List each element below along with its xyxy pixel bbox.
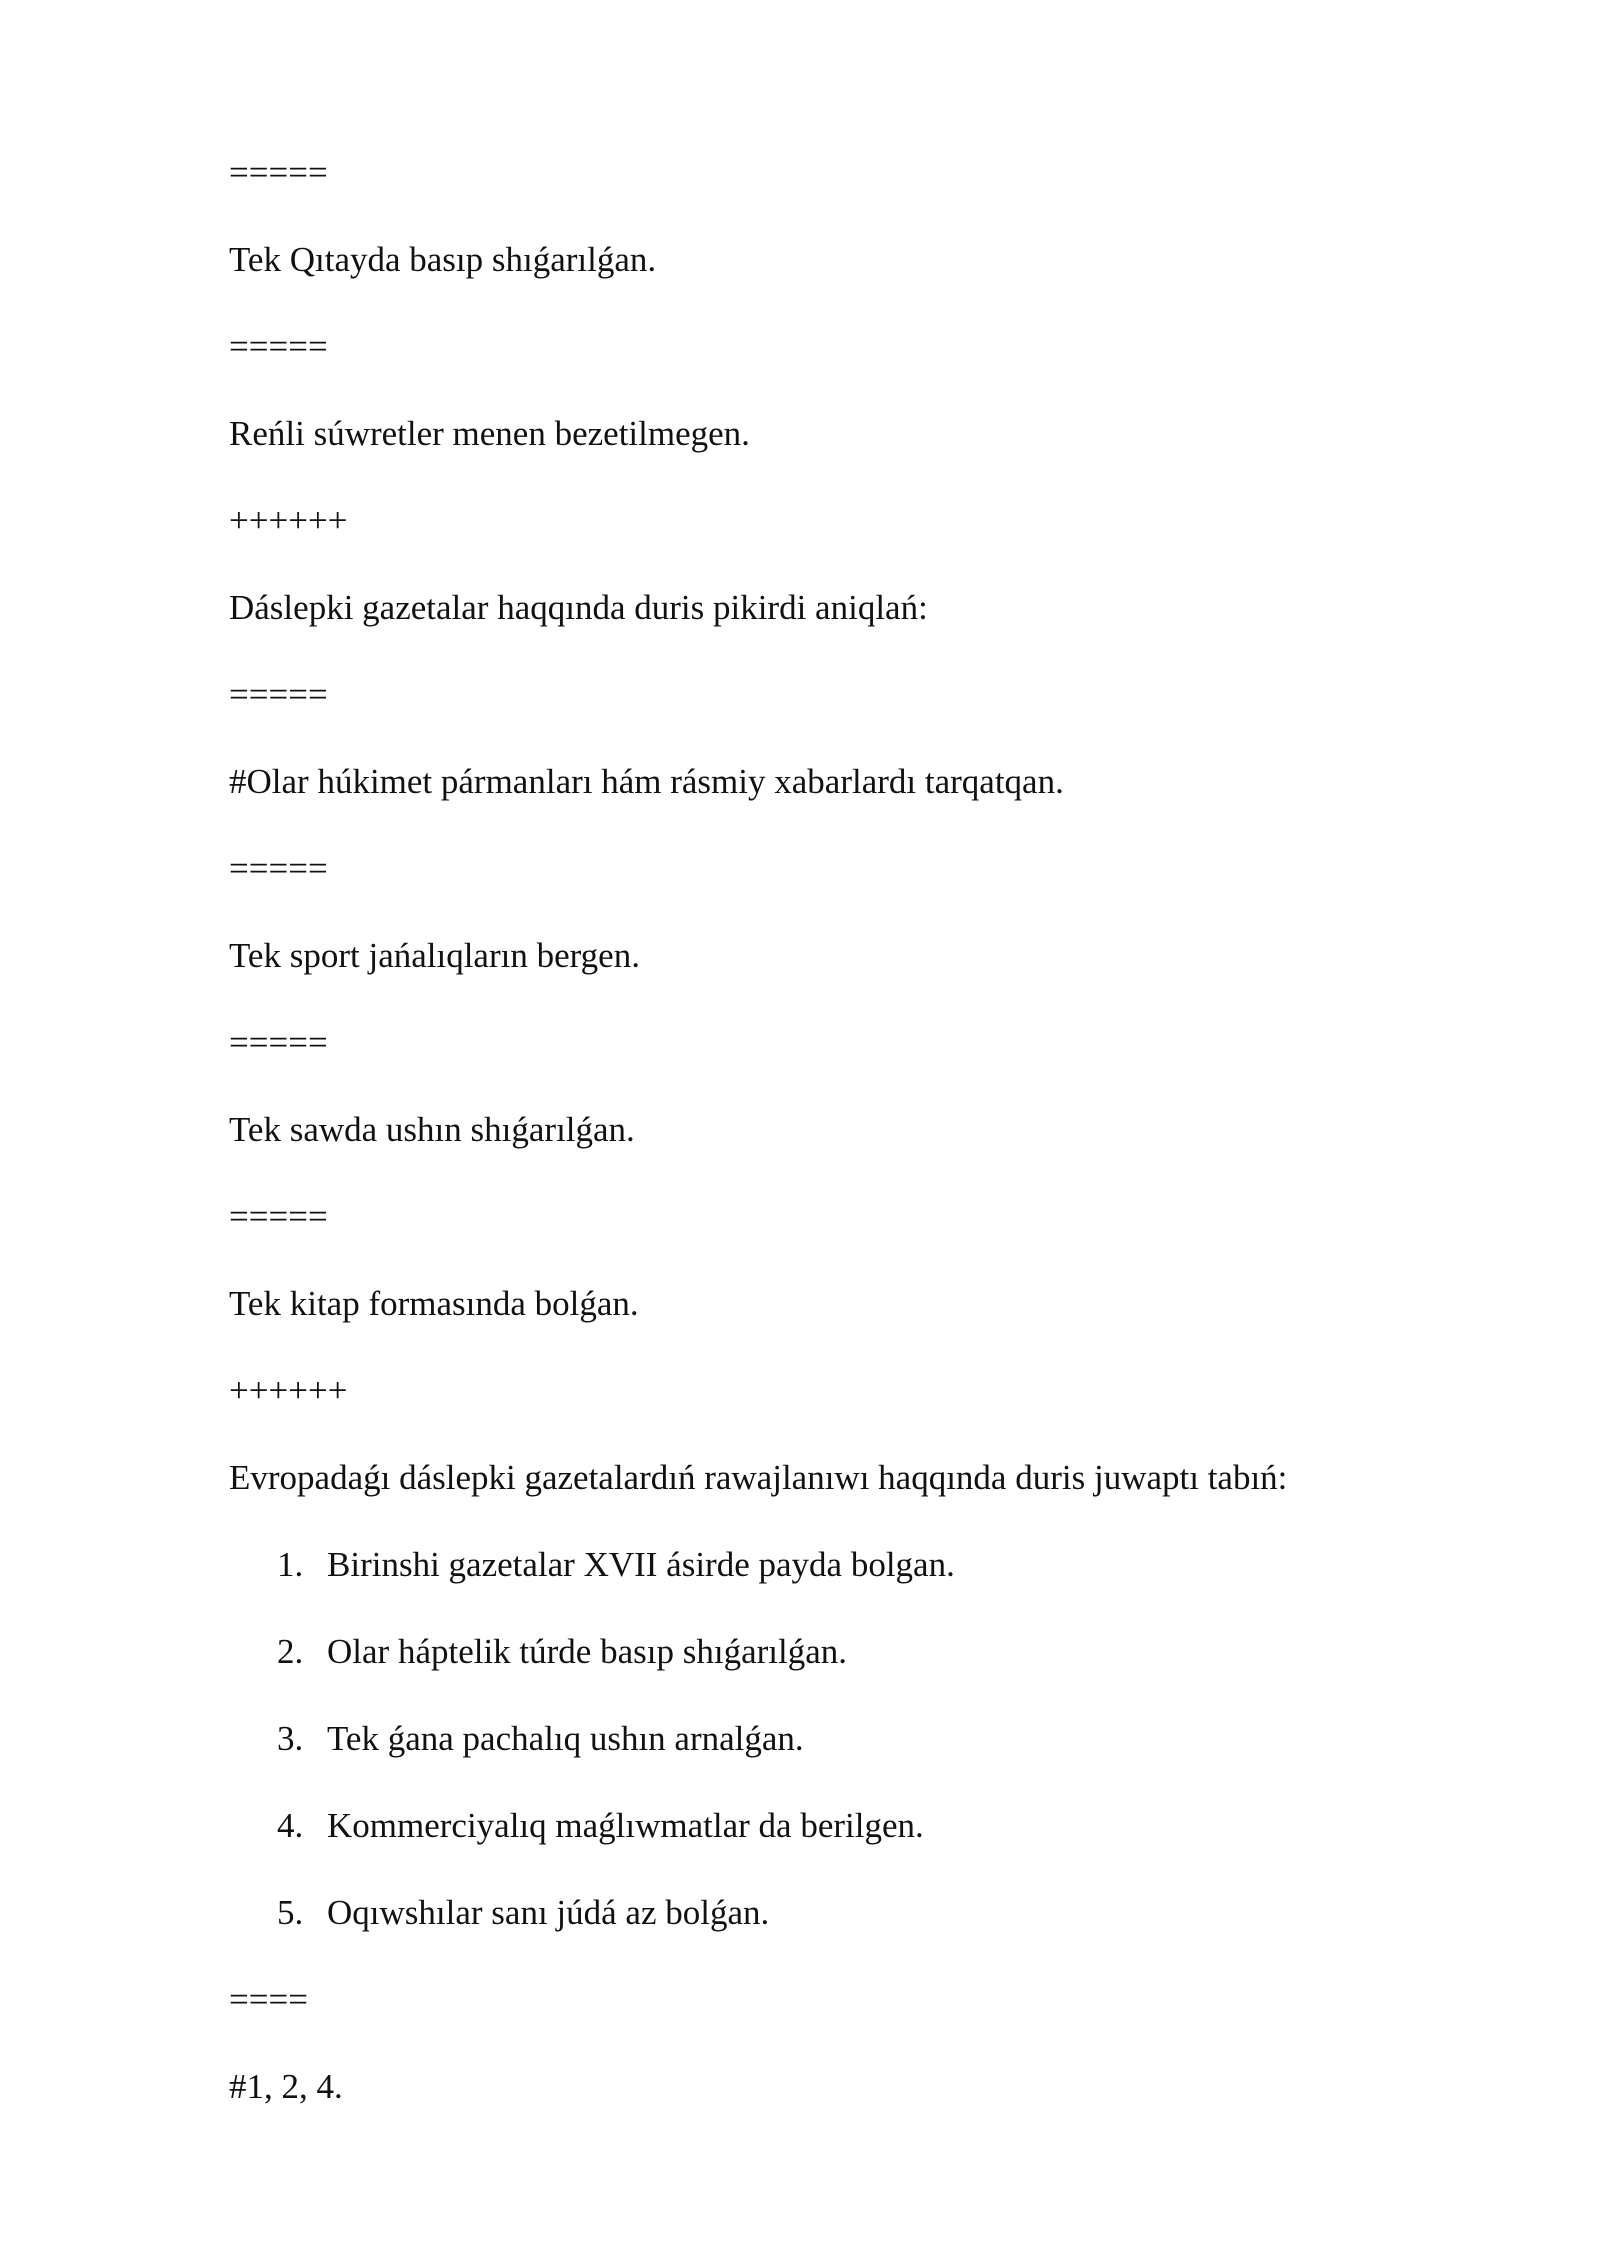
list-item-text: Kommerciyalıq maǵlıwmatlar da berilgen. bbox=[327, 1806, 924, 1845]
list-item bbox=[277, 1630, 847, 1674]
question-separator: ++++++ bbox=[229, 501, 348, 540]
list-item bbox=[277, 1891, 769, 1935]
question-separator: ++++++ bbox=[229, 1371, 348, 1410]
answer-option: Reńli súwretler menen bezetilmegen. bbox=[229, 414, 750, 453]
list-item-text: Birinshi gazetalar XVII ásirde payda bolgan. bbox=[327, 1545, 955, 1584]
answer-option: Tek sawda ushın shıǵarılǵan. bbox=[229, 1110, 635, 1149]
list-item-number: 5. bbox=[277, 1893, 304, 1932]
question-text: Evropadaǵı dáslepki gazetalardıń rawajlanıwı haqqında duris juwaptı tabıń: bbox=[229, 1458, 1288, 1497]
list-item-number: 1. bbox=[277, 1545, 304, 1584]
list-item-number: 3. bbox=[277, 1719, 304, 1758]
separator: ===== bbox=[229, 1023, 328, 1062]
separator: ===== bbox=[229, 675, 328, 714]
list-item bbox=[277, 1717, 804, 1761]
correct-answer-option: #1, 2, 4. bbox=[229, 2067, 343, 2106]
correct-answer-option: #Olar húkimet pármanları hám rásmiy xabarlardı tarqatqan. bbox=[229, 762, 1064, 801]
list-item-number: 2. bbox=[277, 1632, 304, 1671]
answer-option: Tek Qıtayda basıp shıǵarılǵan. bbox=[229, 240, 657, 279]
list-item-text: Oqıwshılar sanı júdá az bolǵan. bbox=[327, 1893, 770, 1932]
separator: ==== bbox=[229, 1980, 308, 2019]
answer-option: Tek kitap formasında bolǵan. bbox=[229, 1284, 639, 1323]
list-item bbox=[277, 1804, 924, 1848]
separator: ===== bbox=[229, 327, 328, 366]
separator: ===== bbox=[229, 849, 328, 888]
list-item bbox=[277, 1543, 955, 1587]
list-item-number: 4. bbox=[277, 1806, 304, 1845]
list-item-text: Olar háptelik túrde basıp shıǵarılǵan. bbox=[327, 1632, 847, 1671]
question-text: Dáslepki gazetalar haqqında duris pikirdi aniqlań: bbox=[229, 588, 928, 627]
separator: ===== bbox=[229, 153, 328, 192]
answer-option: Tek sport jańalıqların bergen. bbox=[229, 936, 640, 975]
separator: ===== bbox=[229, 1197, 328, 1236]
list-item-text: Tek ǵana pachalıq ushın arnalǵan. bbox=[327, 1719, 804, 1758]
